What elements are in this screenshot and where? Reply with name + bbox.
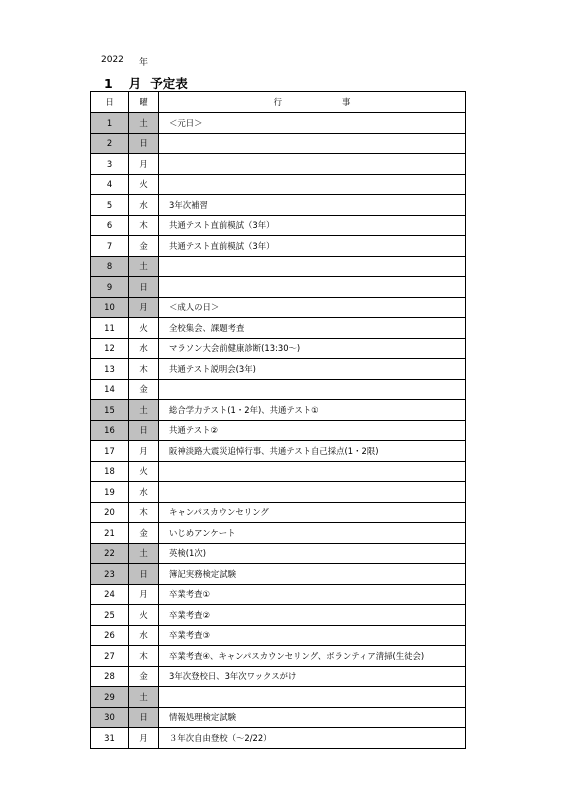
weekday-cell: 金 xyxy=(129,236,159,257)
day-cell: 10 xyxy=(91,297,129,318)
table-row xyxy=(91,256,466,277)
weekday-cell: 月 xyxy=(129,297,159,318)
table-row xyxy=(91,338,466,359)
event-cell: ＜元日＞ xyxy=(159,113,466,134)
event-cell xyxy=(159,687,466,708)
event-cell: 総合学力テスト(1・2年)、共通テスト① xyxy=(159,400,466,421)
event-cell: 情報処理検定試験 xyxy=(159,707,466,728)
table-row xyxy=(91,420,466,441)
event-cell: 英検(1次) xyxy=(159,543,466,564)
table-row xyxy=(91,133,466,154)
day-cell: 31 xyxy=(91,728,129,749)
table-row xyxy=(91,154,466,175)
weekday-cell: 土 xyxy=(129,687,159,708)
event-cell: 阪神淡路大震災追悼行事、共通テスト自己採点(1・2限) xyxy=(159,441,466,462)
weekday-cell: 火 xyxy=(129,461,159,482)
day-cell: 23 xyxy=(91,564,129,585)
weekday-cell: 火 xyxy=(129,318,159,339)
day-cell: 26 xyxy=(91,625,129,646)
event-cell xyxy=(159,174,466,195)
table-header-row xyxy=(91,92,466,113)
weekday-cell: 土 xyxy=(129,543,159,564)
event-cell: ＜成人の日＞ xyxy=(159,297,466,318)
weekday-cell: 水 xyxy=(129,195,159,216)
day-cell: 17 xyxy=(91,441,129,462)
weekday-cell: 土 xyxy=(129,256,159,277)
day-cell: 13 xyxy=(91,359,129,380)
schedule-table-body xyxy=(91,113,466,749)
event-cell: 共通テスト② xyxy=(159,420,466,441)
event-cell: 卒業考査④、キャンパスカウンセリング、ボランティア清掃(生徒会) xyxy=(159,646,466,667)
weekday-cell: 水 xyxy=(129,338,159,359)
weekday-cell: 木 xyxy=(129,646,159,667)
column-header-event-char-2: 事 xyxy=(342,97,351,107)
column-header-event-char-1: 行 xyxy=(273,97,282,107)
day-cell: 14 xyxy=(91,379,129,400)
schedule-table xyxy=(90,91,466,749)
event-cell xyxy=(159,482,466,503)
event-cell: 卒業考査② xyxy=(159,605,466,626)
table-row xyxy=(91,195,466,216)
weekday-cell: 金 xyxy=(129,523,159,544)
weekday-cell: 月 xyxy=(129,154,159,175)
day-cell: 27 xyxy=(91,646,129,667)
day-cell: 6 xyxy=(91,215,129,236)
day-cell: 22 xyxy=(91,543,129,564)
table-row xyxy=(91,625,466,646)
table-row xyxy=(91,523,466,544)
event-cell: 簿記実務検定試験 xyxy=(159,564,466,585)
table-row xyxy=(91,482,466,503)
weekday-cell: 日 xyxy=(129,277,159,298)
day-cell: 25 xyxy=(91,605,129,626)
event-cell: ３年次自由登校（～2/22） xyxy=(159,728,466,749)
table-row xyxy=(91,584,466,605)
event-cell: 3年次補習 xyxy=(159,195,466,216)
day-cell: 11 xyxy=(91,318,129,339)
weekday-cell: 火 xyxy=(129,174,159,195)
weekday-cell: 金 xyxy=(129,379,159,400)
weekday-cell: 木 xyxy=(129,359,159,380)
year-line xyxy=(101,55,149,68)
event-cell: キャンパスカウンセリング xyxy=(159,502,466,523)
table-row xyxy=(91,400,466,421)
year-unit-label: 年 xyxy=(139,58,149,68)
weekday-cell: 月 xyxy=(129,728,159,749)
table-row xyxy=(91,441,466,462)
day-cell: 4 xyxy=(91,174,129,195)
table-row xyxy=(91,379,466,400)
weekday-cell: 木 xyxy=(129,215,159,236)
day-cell: 5 xyxy=(91,195,129,216)
event-cell: 共通テスト直前模試（3年） xyxy=(159,215,466,236)
table-row xyxy=(91,113,466,134)
weekday-cell: 木 xyxy=(129,502,159,523)
event-cell: 共通テスト説明会(3年) xyxy=(159,359,466,380)
event-cell xyxy=(159,256,466,277)
schedule-title: 予定表 xyxy=(150,76,188,91)
event-cell xyxy=(159,133,466,154)
table-row xyxy=(91,277,466,298)
table-row xyxy=(91,605,466,626)
day-cell: 8 xyxy=(91,256,129,277)
table-row xyxy=(91,687,466,708)
event-cell: いじめアンケート xyxy=(159,523,466,544)
weekday-cell: 日 xyxy=(129,707,159,728)
weekday-cell: 金 xyxy=(129,666,159,687)
event-cell: 共通テスト直前模試（3年） xyxy=(159,236,466,257)
event-cell: 3年次登校日、3年次ワックスがけ xyxy=(159,666,466,687)
event-cell xyxy=(159,379,466,400)
weekday-cell: 火 xyxy=(129,605,159,626)
table-row xyxy=(91,707,466,728)
day-cell: 28 xyxy=(91,666,129,687)
event-cell: 全校集会、課題考査 xyxy=(159,318,466,339)
table-row xyxy=(91,502,466,523)
event-cell: 卒業考査① xyxy=(159,584,466,605)
day-cell: 9 xyxy=(91,277,129,298)
weekday-cell: 土 xyxy=(129,400,159,421)
day-cell: 7 xyxy=(91,236,129,257)
month-value: 1 xyxy=(104,76,113,91)
page-title xyxy=(104,74,188,92)
table-row xyxy=(91,543,466,564)
weekday-cell: 土 xyxy=(129,113,159,134)
day-cell: 18 xyxy=(91,461,129,482)
event-cell xyxy=(159,277,466,298)
weekday-cell: 水 xyxy=(129,625,159,646)
table-row xyxy=(91,646,466,667)
table-row xyxy=(91,728,466,749)
day-cell: 20 xyxy=(91,502,129,523)
weekday-cell: 月 xyxy=(129,584,159,605)
column-header-weekday: 曜 xyxy=(129,92,159,113)
table-row xyxy=(91,564,466,585)
day-cell: 19 xyxy=(91,482,129,503)
year-value: 2022 xyxy=(101,55,124,65)
event-cell: 卒業考査③ xyxy=(159,625,466,646)
weekday-cell: 月 xyxy=(129,441,159,462)
table-row xyxy=(91,174,466,195)
day-cell: 2 xyxy=(91,133,129,154)
table-row xyxy=(91,297,466,318)
event-cell xyxy=(159,154,466,175)
day-cell: 16 xyxy=(91,420,129,441)
table-row xyxy=(91,359,466,380)
day-cell: 24 xyxy=(91,584,129,605)
month-unit-label: 月 xyxy=(128,76,142,91)
column-header-event xyxy=(159,92,466,113)
weekday-cell: 日 xyxy=(129,564,159,585)
event-cell: マラソン大会前健康診断(13:30～) xyxy=(159,338,466,359)
table-row xyxy=(91,318,466,339)
table-row xyxy=(91,666,466,687)
weekday-cell: 日 xyxy=(129,420,159,441)
day-cell: 3 xyxy=(91,154,129,175)
event-cell xyxy=(159,461,466,482)
weekday-cell: 日 xyxy=(129,133,159,154)
table-row xyxy=(91,461,466,482)
table-row xyxy=(91,236,466,257)
weekday-cell: 水 xyxy=(129,482,159,503)
column-header-day: 日 xyxy=(91,92,129,113)
table-row xyxy=(91,215,466,236)
day-cell: 29 xyxy=(91,687,129,708)
day-cell: 21 xyxy=(91,523,129,544)
day-cell: 12 xyxy=(91,338,129,359)
day-cell: 1 xyxy=(91,113,129,134)
day-cell: 15 xyxy=(91,400,129,421)
day-cell: 30 xyxy=(91,707,129,728)
